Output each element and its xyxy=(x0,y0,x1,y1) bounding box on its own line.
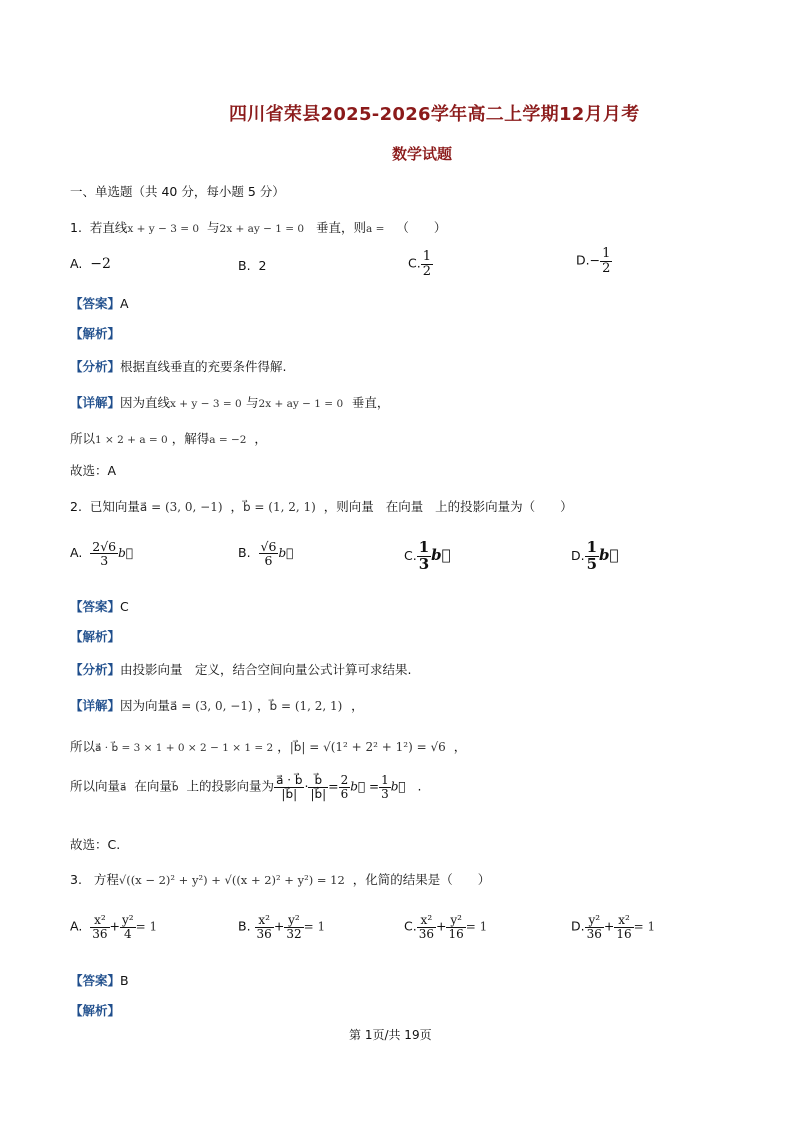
section-heading: 一、单选题（共 40 分，每小题 5 分） xyxy=(70,184,285,199)
q3-answer: 【答案】B xyxy=(70,973,129,988)
q2-jiexi-tag: 【解析】 xyxy=(70,629,121,644)
q1-option-c: C. $\frac{1}{2}$ xyxy=(408,249,431,279)
question-number: 3. xyxy=(70,872,82,887)
page-footer: 第 1页/共 19页 xyxy=(349,1028,432,1042)
q2-option-d: D. $\frac{1}{5}$ b⃗ xyxy=(571,538,619,573)
question-3: 3. 方程√((x − 2)² + y²) + √((x + 2)² + y²) = 12 ，化简的结果是（ ） xyxy=(70,872,491,887)
q2-option-b: B. $\frac{√6}{6}$ b⃗ xyxy=(238,539,294,569)
math-expression: 2x + ay − 1 = 0 xyxy=(219,223,305,235)
q2-answer: 【答案】C xyxy=(70,599,129,614)
q1-detail: 【详解】因为直线x + y − 3 = 0 与2x + ay − 1 = 0 垂直， xyxy=(70,395,390,410)
math-expression: √((x − 2)² + y²) + √((x + 2)² + y²) = 12 xyxy=(118,873,345,887)
q2-choice: 故选：C. xyxy=(70,837,121,852)
document-title: 四川省荣县2025-2026学年高二上学期12月月考 xyxy=(229,104,640,125)
q2-option-a: A. $\frac{2√6}{3}$ b⃗ xyxy=(70,539,134,569)
q2-option-c: C. $\frac{1}{3}$ b⃗ xyxy=(404,538,451,573)
q1-option-d: D.− $\frac{1}{2}$ xyxy=(576,246,611,276)
question-2: 2. 已知向量a⃗ = (3, 0, −1) ，b⃗ = (1, 2, 1) ，则向量 在向量 上的投影向量为（ ） xyxy=(70,499,573,514)
q3-option-a: A. $\frac{\text{x²}}{36}$ + $\frac{\text{y²}}{4}$ = 1 xyxy=(70,913,158,941)
q1-detail-line-2: 所以1 × 2 + a = 0 ，解得a = −2 ， xyxy=(70,431,267,446)
q1-option-a: A. −2 xyxy=(70,256,111,272)
question-number: 1. xyxy=(70,220,82,235)
document-subtitle: 数学试题 xyxy=(392,145,453,163)
q2-detail: 【详解】因为向量a⃗ = (3, 0, −1) ，b⃗ = (1, 2, 1) ， xyxy=(70,698,364,713)
q3-option-b: B. $\frac{\text{x²}}{36}$ + $\frac{\text{y²}}{32}$ = 1 xyxy=(238,913,326,941)
q1-choice: 故选：A xyxy=(70,463,117,478)
q1-answer: 【答案】A xyxy=(70,296,129,311)
q2-detail-line-2: 所以a⃗ · b⃗ = 3 × 1 + 0 × 2 − 1 × 1 = 2 ，|b⃗| = √(1² + 2² + 1²) = √6 ， xyxy=(70,739,467,754)
q1-analysis: 【分析】根据直线垂直的充要条件得解. xyxy=(70,359,287,374)
question-1: 1. 若直线x + y − 3 = 0 与2x + ay − 1 = 0 垂直，则a = （ ） xyxy=(70,220,447,235)
question-number: 2. xyxy=(70,499,82,514)
q3-option-c: C. $\frac{\text{x²}}{36}$ + $\frac{\text{y²}}{16}$ = 1 xyxy=(404,913,488,941)
math-expression: x + y − 3 = 0 xyxy=(127,223,200,235)
q1-option-b: B. 2 xyxy=(238,258,267,273)
q2-analysis: 【分析】由投影向量 定义，结合空间向量公式计算可求结果. xyxy=(70,662,412,677)
q3-jiexi-tag: 【解析】 xyxy=(70,1003,121,1018)
q2-detail-line-3: 所以向量a⃗ 在向量b⃗ 上的投影向量为 $\frac{a⃗ \cdot b⃗}{|b⃗|}$ · $\frac{b⃗}{|b⃗|}$ = $\frac{2}{6}$ b⃗ = $\frac{1}{3}$ b⃗ . xyxy=(70,773,422,801)
q3-option-d: D. $\frac{\text{y²}}{36}$ + $\frac{\text{x²}}{16}$ = 1 xyxy=(571,913,656,941)
q1-jiexi-tag: 【解析】 xyxy=(70,326,121,341)
